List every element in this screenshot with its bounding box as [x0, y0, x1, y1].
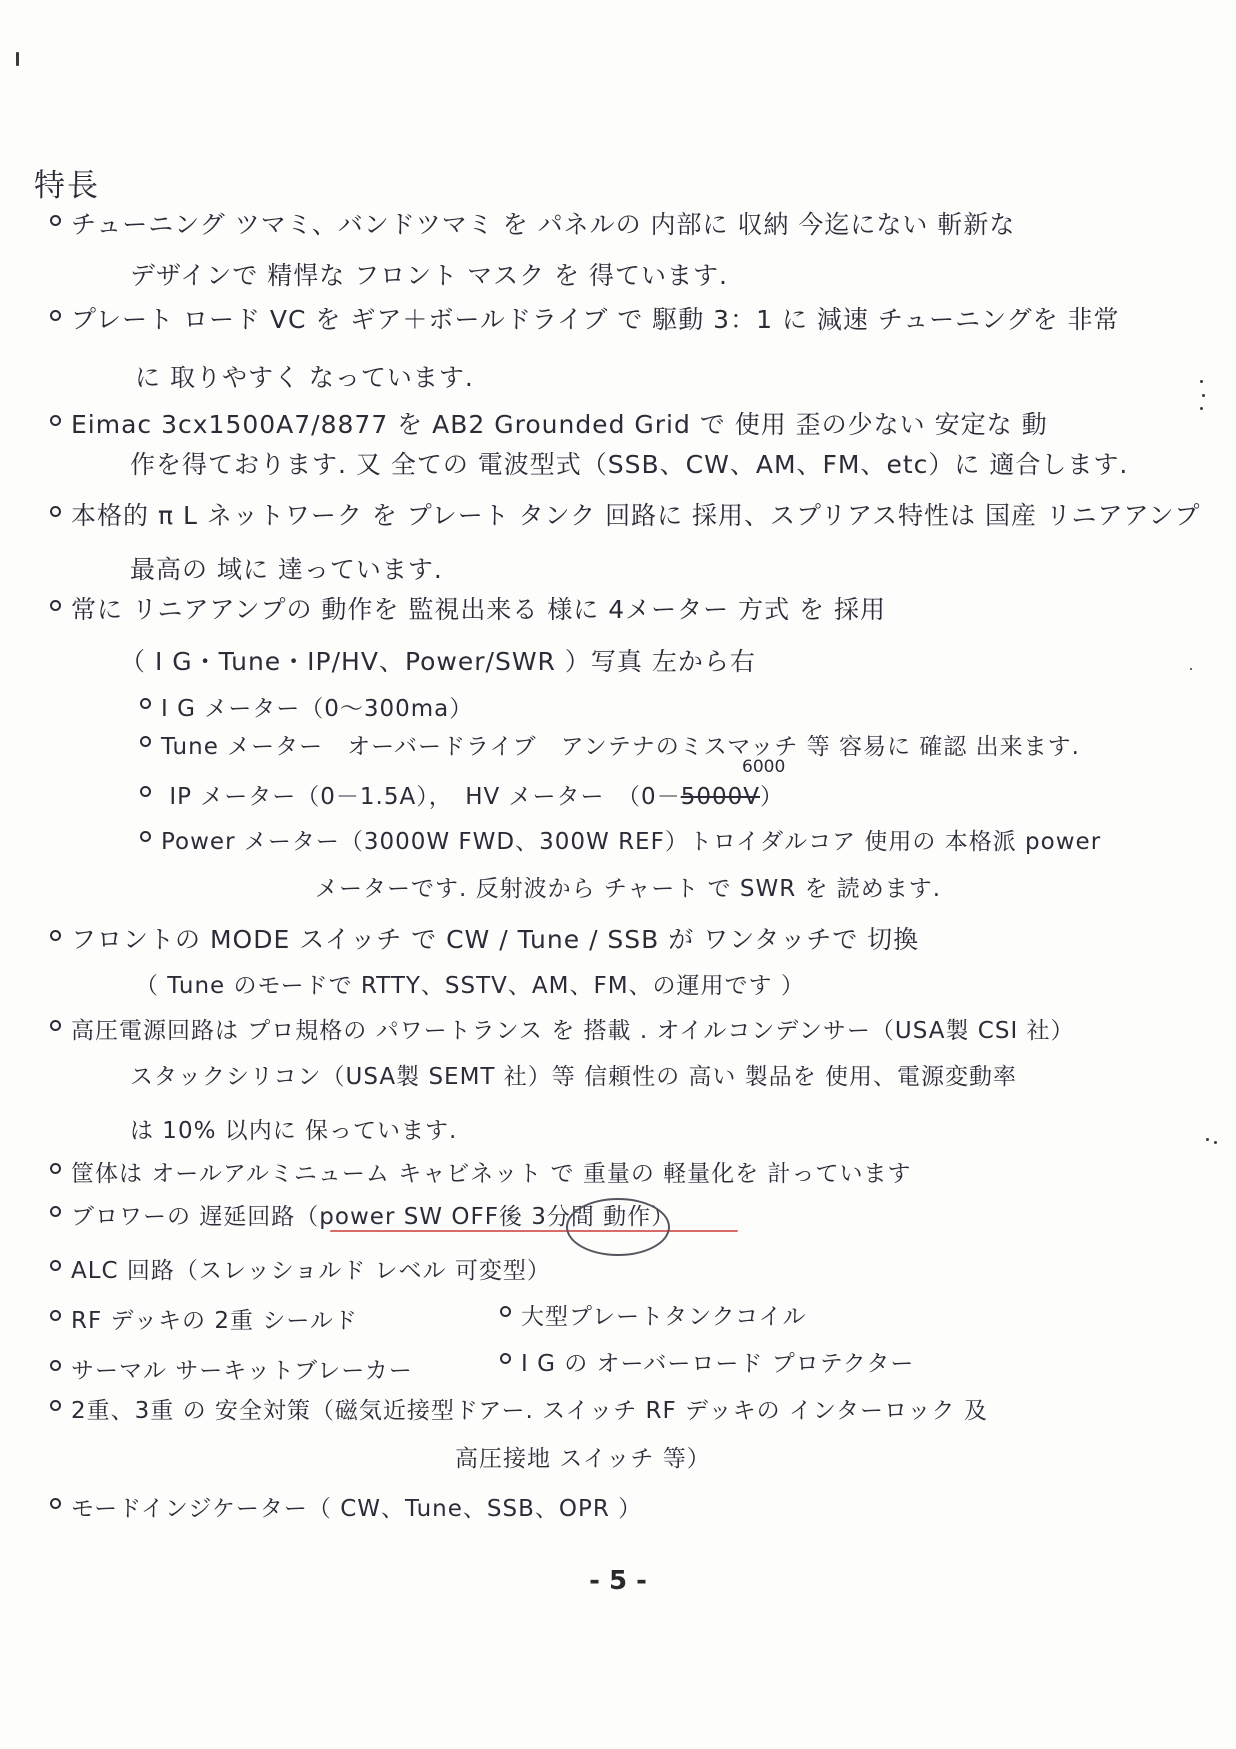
feature-line: サーマル サーキットブレーカー [50, 1352, 413, 1385]
meter-line [140, 778, 784, 811]
meter-line: Tune メーター オーバードライブ アンテナのミスマッチ 等 容易に 確認 出来ます. [140, 728, 1080, 761]
meter-line: メーターです. 反射波から チャート で SWR を 読めます. [315, 876, 942, 902]
scan-speck [16, 52, 19, 66]
page-number: - 5 - [589, 1566, 647, 1596]
scan-speck [1214, 1141, 1217, 1144]
feature-line: プレート ロード VC を ギア＋ボールドライブ で 駆動 3：1 に 減速 チューニングを 非常 [50, 300, 1120, 336]
feature-line: に 取りやすく なっています. [135, 363, 474, 392]
feature-line: I G の オーバーロード プロテクター [500, 1345, 914, 1378]
circled-annotation [566, 1198, 670, 1256]
feature-line: 高圧接地 スイッチ 等） [455, 1446, 711, 1472]
struck-value: 5000V [680, 784, 760, 810]
feature-line: フロントの MODE スイッチ で CW / Tune / SSB が ワンタッチで 切換 [50, 920, 919, 956]
feature-line: （ Tune のモードで RTTY、SSTV、AM、FM、の運用です ） [135, 973, 805, 999]
feature-line: チューニング ツマミ、バンドツマミ を パネルの 内部に 収納 今迄にない 斬新な [50, 205, 1015, 241]
scan-speck [1190, 668, 1192, 670]
feature-line: （ I G・Tune・IP/HV、Power/SWR ）写真 左から右 [120, 647, 756, 676]
scan-speck [1200, 407, 1203, 410]
feature-line: デザインで 精悍な フロント マスク を 得ています. [130, 261, 728, 290]
scan-speck [1200, 380, 1203, 383]
section-heading: 特長 [34, 168, 100, 204]
feature-line: RF デッキの 2重 シールド [50, 1302, 358, 1335]
feature-line: 常に リニアアンプの 動作を 監視出来る 様に 4メーター 方式 を 採用 [50, 590, 886, 626]
feature-line: 高圧電源回路は プロ規格の パワートランス を 搭載 . オイルコンデンサー（USA製 CSI 社） [50, 1012, 1075, 1045]
feature-line: 最高の 域に 達っています. [130, 555, 443, 584]
feature-line: 筐体は オールアルミニューム キャビネット で 重量の 軽量化を 計っています [50, 1155, 912, 1188]
meter-line-close: ） [759, 784, 784, 810]
meter-line: I G メーター（0～300ma） [140, 690, 473, 723]
feature-line: スタックシリコン（USA製 SEMT 社）等 信頼性の 高い 製品を 使用、電源変動率 [130, 1064, 1018, 1090]
meter-line: Power メーター（3000W FWD、300W REF）トロイダルコア 使用の 本格派 power [140, 823, 1101, 856]
feature-line: ALC 回路（スレッショルド レベル 可変型） [50, 1252, 551, 1285]
feature-line: ブロワーの 遅延回路（power SW OFF後 3分間 動作） [50, 1198, 675, 1231]
feature-line: Eimac 3cx1500A7/8877 を AB2 Grounded Grid で 使用 歪の少ない 安定な 動 [50, 405, 1048, 441]
handwritten-correction: 6000 [742, 757, 786, 777]
red-underline [330, 1230, 738, 1232]
feature-line: は 10% 以内に 保っています. [130, 1118, 458, 1144]
feature-line: 作を得ております. 又 全ての 電波型式（SSB、CW、AM、FM、etc）に 適合します. [130, 450, 1129, 479]
feature-line: モードインジケーター（ CW、Tune、SSB、OPR ） [50, 1490, 642, 1523]
feature-line: 本格的 π L ネットワーク を プレート タンク 回路に 採用、スプリアス特性は 国産 リニアアンプ [50, 496, 1200, 532]
scan-speck [1202, 394, 1205, 397]
scan-speck [1206, 1138, 1209, 1141]
feature-line: 2重、3重 の 安全対策（磁気近接型ドアー. スイッチ RF デッキの インターロック 及 [50, 1392, 988, 1425]
meter-line-text: IP メーター（0－1.5A）， HV メーター （0－ [169, 784, 681, 810]
feature-line: 大型プレートタンクコイル [500, 1298, 806, 1331]
